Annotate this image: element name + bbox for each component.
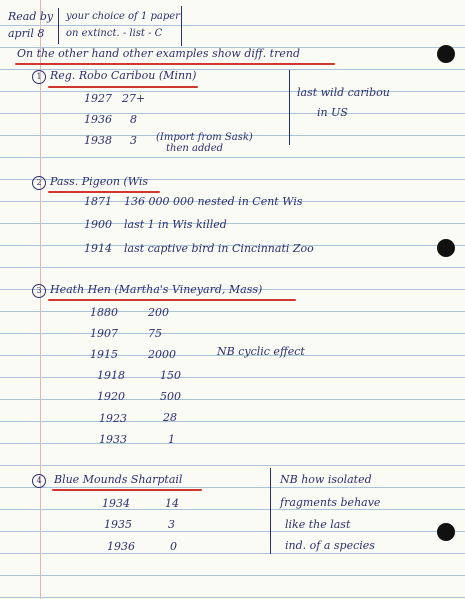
intro-text: On the other hand other examples show diff. trend [17, 47, 300, 60]
section3-underline [48, 299, 296, 301]
section3-number: 3 [32, 284, 46, 298]
section4-value-2: 3 [168, 518, 175, 531]
intro-underline [15, 63, 335, 65]
section3-note: NB cyclic effect [217, 345, 305, 358]
header-left-line2: april 8 [8, 27, 45, 40]
punch-hole-top [437, 45, 455, 63]
section1-underline [48, 86, 198, 88]
section1-value-1: 27+ [122, 92, 146, 105]
section1-note: (Import from Sask) [156, 132, 253, 143]
margin-rule [40, 0, 41, 599]
section1-value-3: 3 [130, 134, 137, 147]
section4-value-1: 14 [165, 497, 179, 510]
section3-year-7: 1933 [99, 433, 127, 446]
section3-value-1: 200 [148, 306, 169, 319]
section3-year-4: 1918 [97, 369, 125, 382]
section3-title: Heath Hen (Martha's Vineyard, Mass) [50, 283, 263, 296]
section3-value-5: 500 [160, 390, 181, 403]
section2-year-3: 1914 [84, 242, 112, 255]
section1-title: Reg. Robo Caribou (Minn) [50, 69, 197, 82]
header-divider-right [181, 6, 182, 46]
header-divider-left [58, 8, 59, 44]
section1-year-1: 1927 [84, 92, 112, 105]
section4-divider [270, 468, 271, 554]
section3-year-3: 1915 [90, 348, 118, 361]
header-right-line2: on extinct. - list - C [66, 28, 163, 39]
section4-year-1: 1934 [102, 497, 130, 510]
section1-year-3: 1938 [84, 134, 112, 147]
section1-side-line1: last wild caribou [297, 86, 390, 99]
section2-text-2: last 1 in Wis killed [124, 218, 227, 231]
section2-title: Pass. Pigeon (Wis [50, 175, 148, 188]
section4-side-line3: like the last [285, 518, 351, 531]
section2-underline [48, 191, 160, 193]
section1-divider [289, 70, 290, 145]
section2-text-1: 136 000 000 nested in Cent Wis [124, 195, 303, 208]
section3-year-1: 1880 [90, 306, 118, 319]
section1-value-2: 8 [130, 113, 137, 126]
section4-value-3: 0 [170, 540, 177, 553]
section1-number: 1 [32, 70, 46, 84]
section4-number: 4 [32, 474, 46, 488]
section4-underline [52, 489, 202, 491]
header-left-line1: Read by [8, 10, 54, 23]
section3-year-6: 1923 [99, 412, 127, 425]
section2-number: 2 [32, 176, 46, 190]
section3-value-7: 1 [168, 433, 175, 446]
section3-value-4: 150 [160, 369, 181, 382]
section3-year-2: 1907 [90, 327, 118, 340]
section4-year-2: 1935 [104, 518, 132, 531]
section3-value-2: 75 [148, 327, 162, 340]
section4-year-3: 1936 [107, 540, 135, 553]
section2-year-2: 1900 [84, 218, 112, 231]
section2-text-3: last captive bird in Cincinnati Zoo [124, 242, 314, 255]
section1-side-line2: in US [317, 106, 348, 119]
punch-hole-bottom [437, 523, 455, 541]
section4-title: Blue Mounds Sharptail [54, 473, 183, 486]
section4-side-line4: ind. of a species [285, 539, 375, 552]
header-right-line1: your choice of 1 paper [66, 11, 180, 22]
section1-year-2: 1936 [84, 113, 112, 126]
section1-note2: then added [166, 143, 224, 154]
section4-side-line2: fragments behave [280, 496, 381, 509]
section3-value-3: 2000 [148, 348, 176, 361]
section4-side-line1: NB how isolated [280, 473, 372, 486]
section3-year-5: 1920 [97, 390, 125, 403]
punch-hole-middle [437, 239, 455, 257]
section3-value-6: 28 [163, 411, 177, 424]
section2-year-1: 1871 [84, 195, 112, 208]
